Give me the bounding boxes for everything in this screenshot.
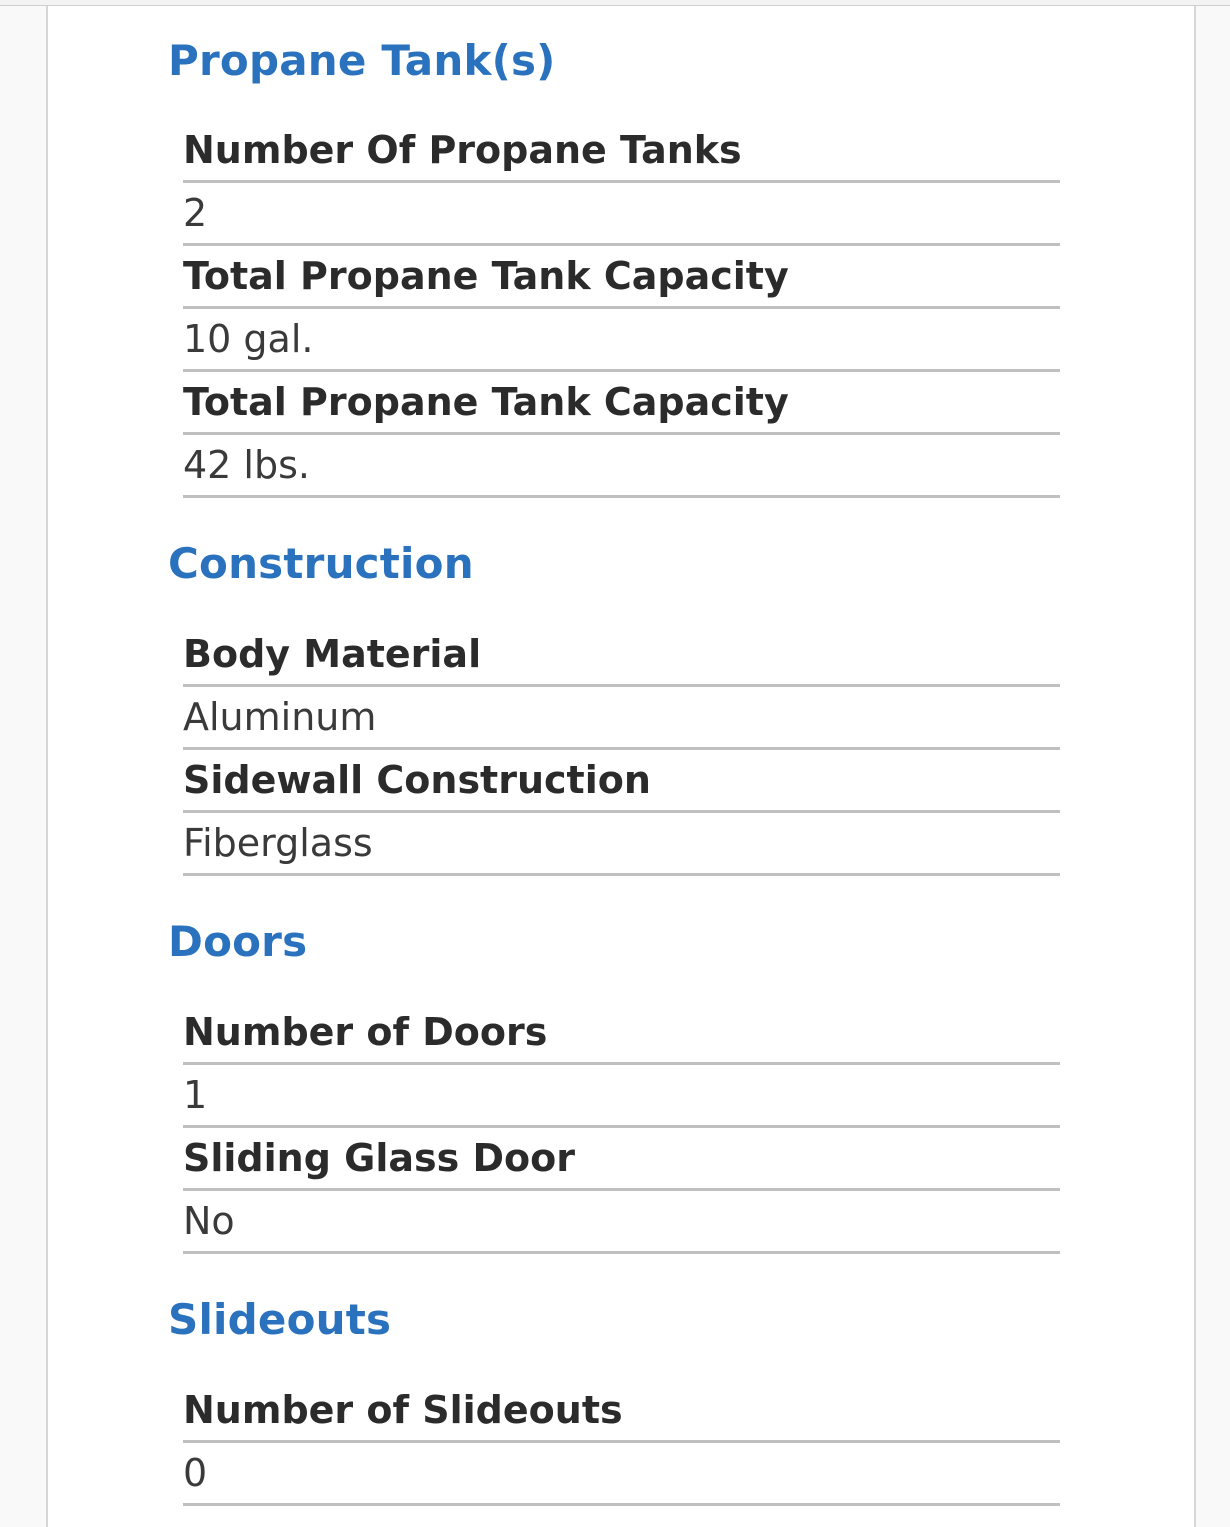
section-title-slideouts: Slideouts	[168, 1295, 392, 1344]
spec-list-slideouts	[183, 1380, 1060, 1506]
spec-label-total-propane-capacity-lbs: Total Propane Tank Capacity	[183, 372, 1060, 435]
spec-list-propane	[183, 120, 1060, 498]
spec-value-total-propane-capacity-lbs: 42 lbs.	[183, 435, 1060, 498]
section-title-doors: Doors	[168, 917, 308, 966]
spec-label-number-of-propane-tanks: Number Of Propane Tanks	[183, 120, 1060, 183]
section-slideouts	[168, 1291, 1068, 1349]
spec-label-number-of-doors: Number of Doors	[183, 1002, 1060, 1065]
section-title-propane: Propane Tank(s)	[168, 36, 556, 85]
section-title-construction: Construction	[168, 539, 474, 588]
spec-label-number-of-slideouts: Number of Slideouts	[183, 1380, 1060, 1443]
section-construction	[168, 535, 1068, 593]
spec-value-number-of-doors: 1	[183, 1065, 1060, 1128]
spec-value-number-of-slideouts: 0	[183, 1443, 1060, 1506]
section-doors	[168, 913, 1068, 971]
spec-label-sliding-glass-door: Sliding Glass Door	[183, 1128, 1060, 1191]
section-propane	[168, 32, 1068, 90]
spec-value-total-propane-capacity-gal: 10 gal.	[183, 309, 1060, 372]
spec-value-sidewall-construction: Fiberglass	[183, 813, 1060, 876]
spec-value-sliding-glass-door: No	[183, 1191, 1060, 1254]
spec-list-construction	[183, 624, 1060, 876]
spec-label-sidewall-construction: Sidewall Construction	[183, 750, 1060, 813]
spec-label-total-propane-capacity-gal: Total Propane Tank Capacity	[183, 246, 1060, 309]
spec-label-body-material: Body Material	[183, 624, 1060, 687]
spec-value-number-of-propane-tanks: 2	[183, 183, 1060, 246]
spec-value-body-material: Aluminum	[183, 687, 1060, 750]
spec-list-doors	[183, 1002, 1060, 1254]
specs-panel	[46, 6, 1196, 1527]
